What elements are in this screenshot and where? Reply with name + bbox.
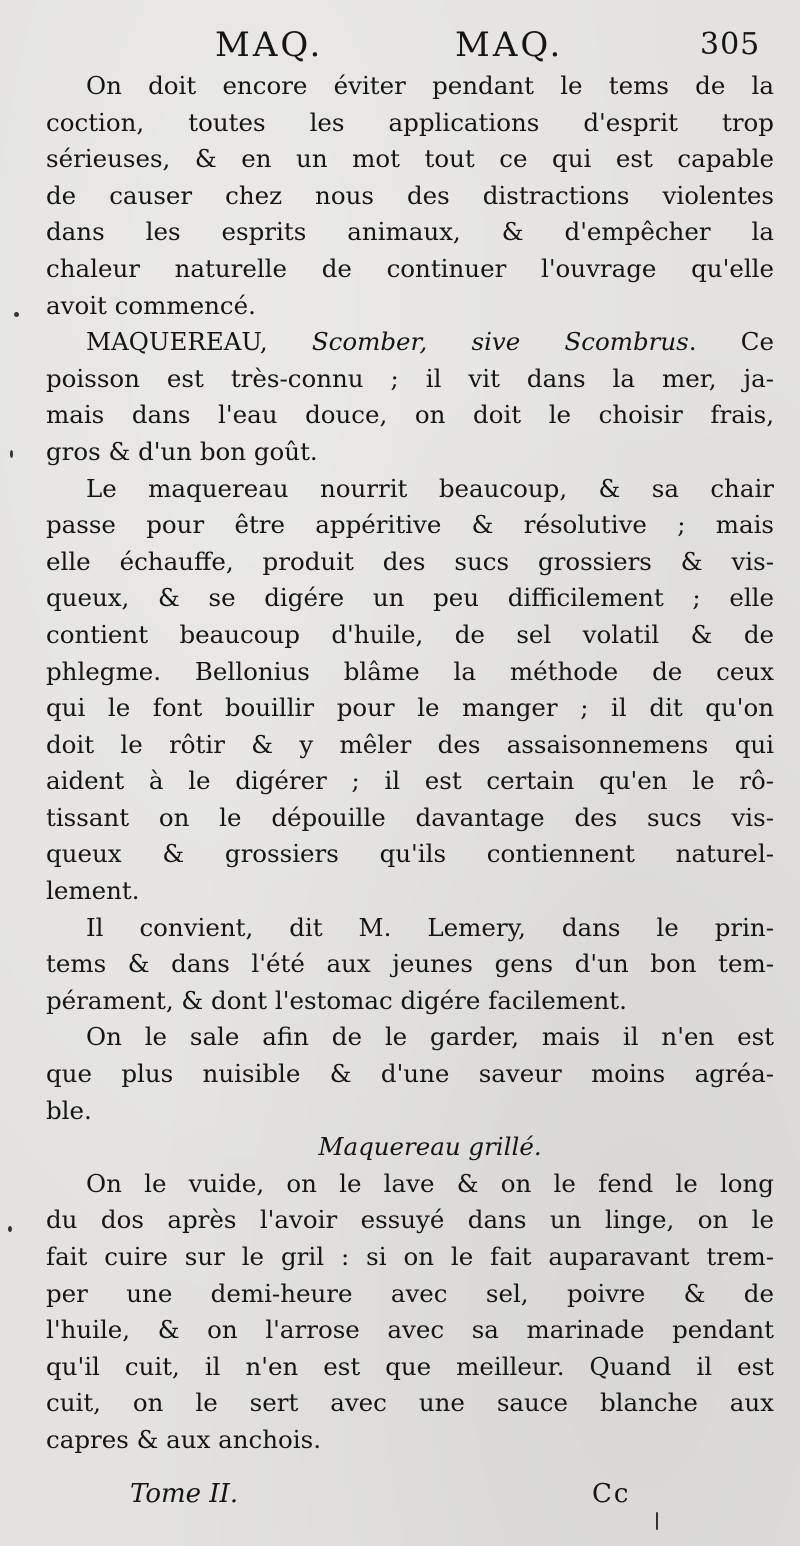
text-line: gros & d'un bon goût.: [46, 436, 318, 466]
text-line: tems & dans l'été aux jeunes gens d'un bon tem-: [46, 949, 774, 979]
entry-line-maquereau: MAQUEREAU, Scomber, sive Scombrus. Ce: [86, 327, 774, 357]
text-line: On le vuide, on le lave & on le fend le long: [86, 1168, 774, 1198]
text-line: l'huile, & on l'arrose avec sa marinade pendant: [46, 1315, 774, 1345]
text-line: per une demi-heure avec sel, poivre & de: [46, 1278, 774, 1308]
recipe-heading: Maquereau grillé.: [318, 1132, 542, 1162]
text-line: phlegme. Bellonius blâme la méthode de ceux: [46, 656, 774, 686]
text-line: ble.: [46, 1095, 92, 1125]
text-line: passe pour être appéritive & résolutive ; mais: [46, 510, 774, 540]
text-line: queux, & se digére un peu difficilement ; elle: [46, 583, 774, 613]
text-line: Le maquereau nourrit beaucoup, & sa chair: [86, 473, 774, 503]
text-line: lement.: [46, 876, 140, 906]
text-line: pérament, & dont l'estomac digére facilement.: [46, 985, 627, 1015]
text-line: doit le rôtir & y mêler des assaisonnemens qui: [46, 729, 774, 759]
ink-speck: [10, 450, 13, 458]
text-line: elle échauffe, produit des sucs grossiers & vis-: [46, 546, 774, 576]
text-line: sérieuses, & en un mot tout ce qui est capable: [46, 144, 774, 174]
text-line: queux & grossiers qu'ils contiennent naturel-: [46, 839, 774, 869]
running-header: [0, 18, 800, 72]
header-left: MAQ.: [215, 25, 324, 65]
text-line: On doit encore éviter pendant le tems de la: [86, 71, 774, 100]
text-line: capres & aux anchois.: [46, 1424, 322, 1454]
text-line: mais dans l'eau douce, on doit le choisir frais,: [46, 400, 774, 430]
text-line: de causer chez nous des distractions violentes: [46, 180, 774, 210]
text-line: poisson est très-connu ; il vit dans la mer, ja-: [46, 363, 774, 393]
text-line: dans les esprits animaux, & d'empêcher la: [46, 217, 774, 247]
ink-speck: [656, 1512, 658, 1530]
page-footer: [0, 1474, 800, 1514]
text-line: aident à le digérer ; il est certain qu'en le rô-: [46, 766, 774, 796]
text-line: Il convient, dit M. Lemery, dans le prin-: [86, 912, 774, 942]
text-line: coction, toutes les applications d'esprit trop: [46, 107, 774, 137]
body-text: [46, 68, 774, 1459]
text-line: qui le font bouillir pour le manger ; il dit qu'on: [46, 693, 774, 723]
text-line: qu'il cuit, il n'en est que meilleur. Quand il est: [46, 1351, 774, 1381]
text-line: tissant on le dépouille davantage des sucs vis-: [46, 802, 774, 832]
text-line: fait cuire sur le gril : si on le fait auparavant trem-: [46, 1242, 774, 1271]
text-line: On le sale afin de le garder, mais il n'en est: [86, 1022, 774, 1052]
text-line: contient beaucoup d'huile, de sel volatil & de: [46, 619, 774, 649]
text-line: cuit, on le sert avec une sauce blanche aux: [46, 1388, 774, 1418]
text-line: avoit commencé.: [46, 290, 256, 320]
page-number: 305: [700, 27, 761, 62]
header-center: MAQ.: [455, 25, 564, 65]
text-line: chaleur naturelle de continuer l'ouvrage qu'elle: [46, 253, 774, 283]
volume-label: Tome II.: [130, 1479, 239, 1509]
text-line: que plus nuisible & d'une saveur moins agréa-: [46, 1059, 774, 1089]
latin-name: Scomber, sive Scombrus: [311, 327, 689, 357]
signature-mark: Cc: [592, 1479, 631, 1509]
text-line: du dos après l'avoir essuyé dans un linge, on le: [46, 1205, 774, 1235]
ink-speck: [14, 312, 19, 317]
ink-speck: [8, 1226, 12, 1232]
